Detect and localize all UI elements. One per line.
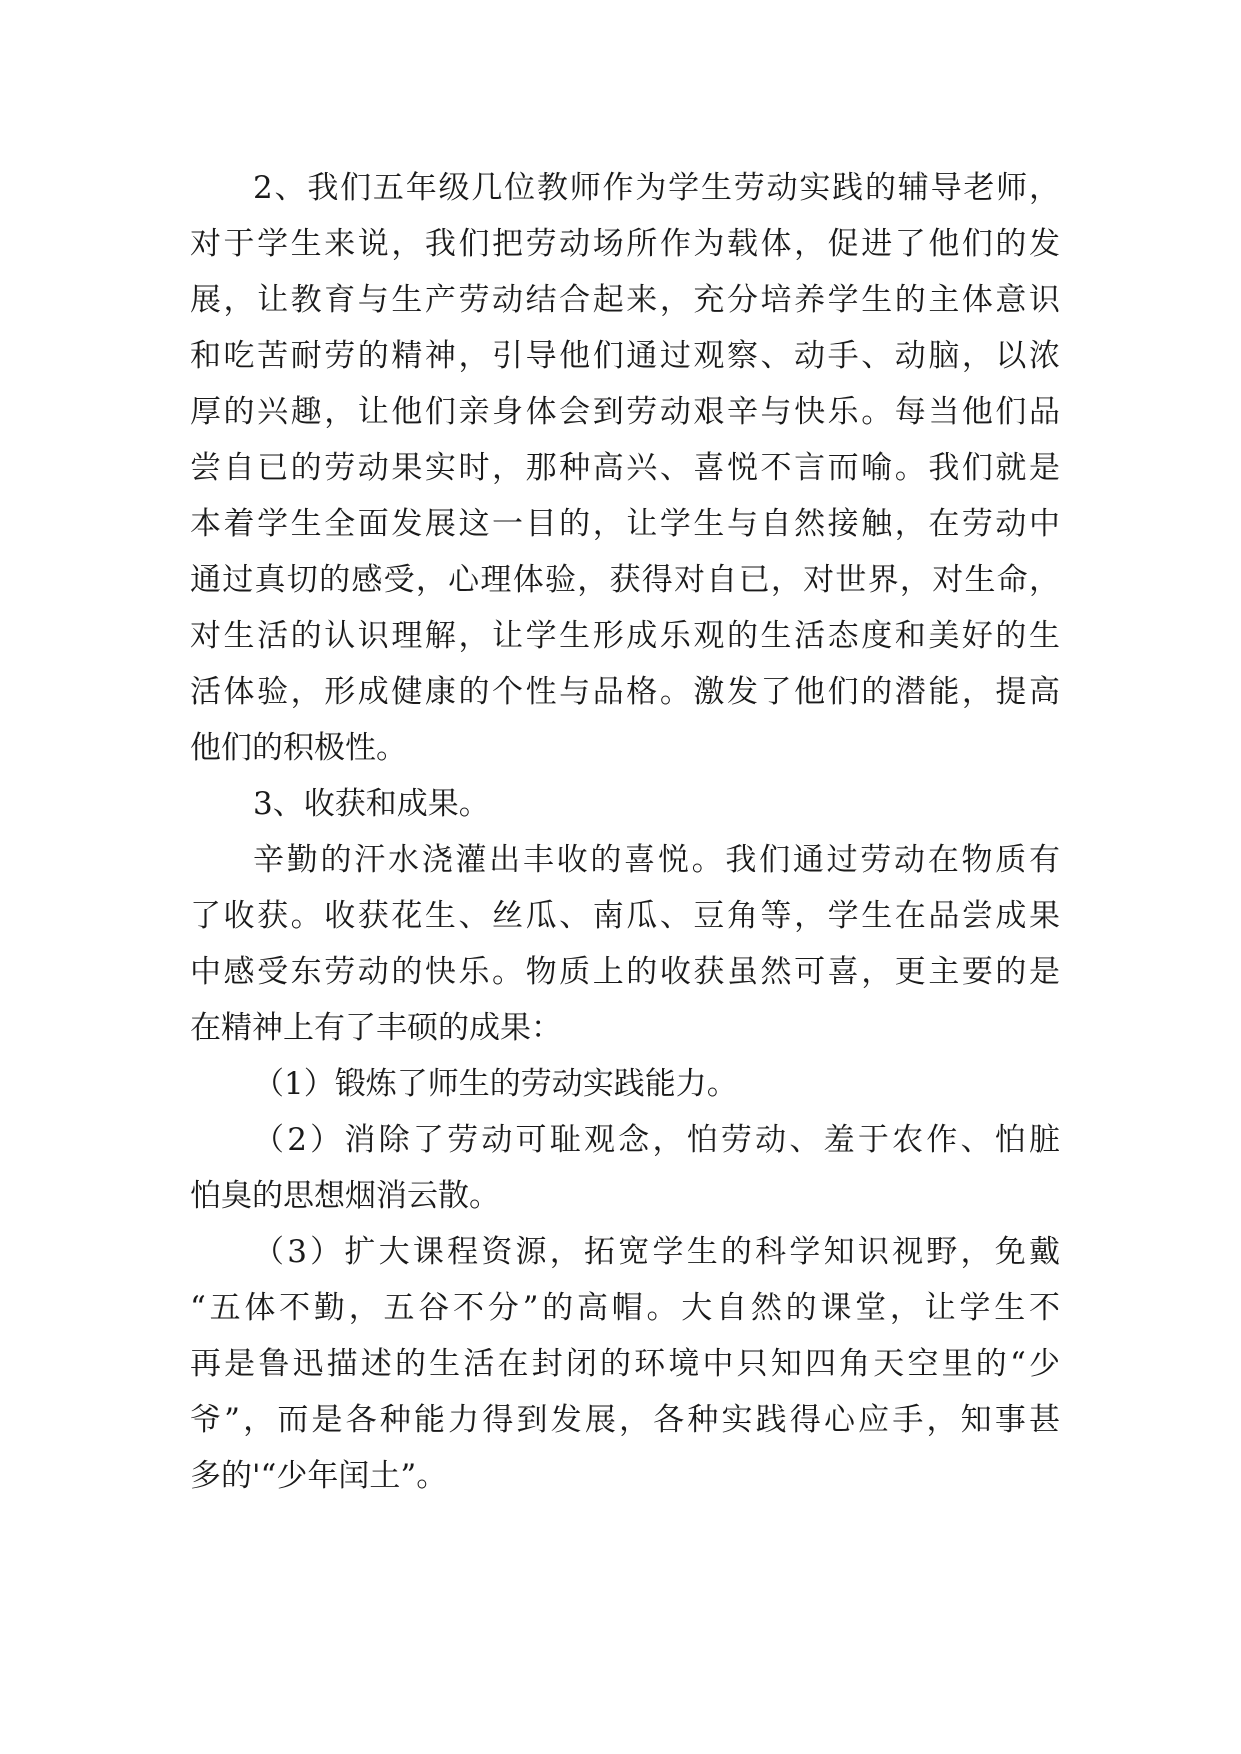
section-heading-3: 3、收获和成果。 [253, 786, 490, 822]
paragraph-2-line-1: 2、我们五年级几位教师作为学生劳动实践的辅导老师， [253, 170, 1060, 206]
paragraph-2-line-9: 对生活的认识理解，让学生形成乐观的生活态度和美好的生 [190, 618, 1060, 654]
list-item-3-line-2: “五体不勤，五谷不分”的高帽。大自然的课堂，让学生不 [190, 1290, 1060, 1326]
paragraph-harvest-line-4: 在精神上有了丰硕的成果： [190, 1010, 562, 1046]
paragraph-2-line-4: 和吃苦耐劳的精神，引导他们通过观察、动手、动脑，以浓 [190, 338, 1060, 374]
paragraph-2-line-7: 本着学生全面发展这一目的，让学生与自然接触，在劳动中 [190, 506, 1060, 542]
list-item-1: （1）锻炼了师生的劳动实践能力。 [253, 1066, 738, 1102]
paragraph-harvest-line-1: 辛勤的汗水浇灌出丰收的喜悦。我们通过劳动在物质有 [253, 842, 1060, 878]
paragraph-2-line-2: 对于学生来说，我们把劳动场所作为载体，促进了他们的发 [190, 226, 1060, 262]
paragraph-harvest-line-3: 中感受东劳动的快乐。物质上的收获虽然可喜，更主要的是 [190, 954, 1060, 990]
paragraph-2-line-10: 活体验，形成健康的个性与品格。激发了他们的潜能，提高 [190, 674, 1060, 710]
paragraph-2-line-6: 尝自已的劳动果实时，那种高兴、喜悦不言而喻。我们就是 [190, 450, 1060, 486]
paragraph-2-line-11: 他们的积极性。 [190, 730, 407, 766]
paragraph-2-line-3: 展，让教育与生产劳动结合起来，充分培养学生的主体意识 [190, 282, 1060, 318]
list-item-3-line-4: 爷”，而是各种能力得到发展，各种实践得心应手，知事甚 [190, 1402, 1060, 1438]
list-item-3-line-3: 再是鲁迅描述的生活在封闭的环境中只知四角天空里的“少 [190, 1346, 1060, 1382]
list-item-3-line-5: 多的'“少年闰土”。 [190, 1458, 448, 1494]
paragraph-2-line-8: 通过真切的感受，心理体验，获得对自已，对世界，对生命， [190, 562, 1060, 598]
paragraph-harvest-line-2: 了收获。收获花生、丝瓜、南瓜、豆角等，学生在品尝成果 [190, 898, 1060, 934]
list-item-2-line-1: （2）消除了劳动可耻观念，怕劳动、羞于农作、怕脏 [253, 1122, 1060, 1158]
paragraph-2-line-5: 厚的兴趣，让他们亲身体会到劳动艰辛与快乐。每当他们品 [190, 394, 1060, 430]
list-item-2-line-2: 怕臭的思想烟消云散。 [190, 1178, 500, 1214]
list-item-3-line-1: （3）扩大课程资源，拓宽学生的科学知识视野，免戴 [253, 1234, 1060, 1270]
